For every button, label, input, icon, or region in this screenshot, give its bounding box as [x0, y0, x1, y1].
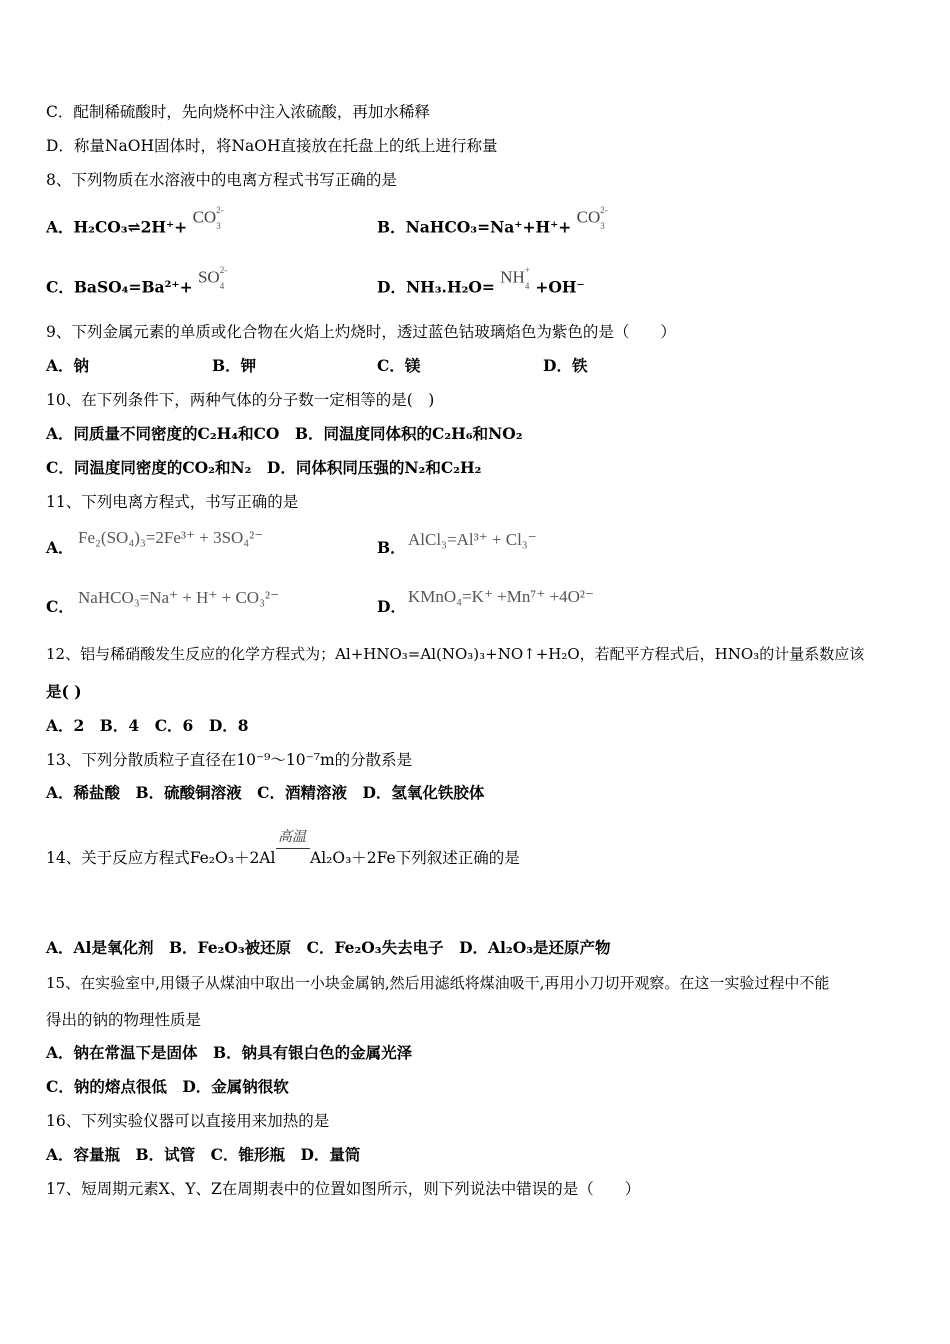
q9-option-d: D．铁	[543, 356, 588, 375]
q16-options: A．容量瓶 B．试管 C．锥形瓶 D．量筒	[46, 1145, 361, 1164]
q10-options-cd: C．同温度同密度的CO₂和N₂ D．同体积同压强的N₂和C₂H₂	[46, 458, 482, 477]
q8-option-a	[46, 205, 224, 241]
question-15-line1: 15、在实验室中,用镊子从煤油中取出一小块金属钠,然后用滤纸将煤油吸干,再用小刀切开观察。在这一实验过程中不能	[46, 974, 830, 992]
ammonium-ion: NH+ $_4$	[500, 265, 530, 291]
q8-option-d-text: D．NH₃.H₂O=	[377, 277, 495, 297]
q9-option-c: C．镁	[377, 356, 421, 375]
question-14-pre: 14、关于反应方程式Fe₂O₃＋2Al	[46, 849, 276, 867]
question-13: 13、下列分散质粒子直径在10⁻⁹～10⁻⁷m的分散系是	[46, 751, 413, 769]
q9-option-b: B．钾	[212, 356, 257, 375]
line-c-dilute: C．配制稀硫酸时，先向烧杯中注入浓硫酸，再加水稀释	[46, 103, 430, 121]
q8-option-c-text: C．BaSO₄=Ba²⁺+	[46, 277, 193, 297]
q11-option-d-formula: KMnO₄=K⁺ +Mn⁷⁺ +4O²⁻	[408, 587, 594, 606]
q8-option-c	[46, 265, 228, 301]
reaction-arrow-line	[276, 848, 310, 849]
q9-option-a: A．钠	[46, 356, 90, 375]
carbonate-ion-b: $CO^{2-}$ $_3$	[576, 205, 608, 231]
question-17: 17、短周期元素X、Y、Z在周期表中的位置如图所示，则下列说法中错误的是（ ）	[46, 1180, 641, 1198]
q10-options-ab: A．同质量不同密度的C₂H₄和CO B．同温度同体积的C₂H₆和NO₂	[46, 424, 523, 443]
q12-options: A．2 B．4 C．6 D．8	[46, 716, 249, 735]
reaction-condition: 高温	[278, 829, 306, 845]
question-14-post: Al₂O₃＋2Fe下列叙述正确的是	[310, 849, 520, 867]
q11-option-a-formula: Fe₂(SO₄)₃=2Fe³⁺ + 3SO₄²⁻	[78, 528, 264, 547]
q11-option-d-label: D．	[377, 597, 406, 616]
question-9: 9、下列金属元素的单质或化合物在火焰上灼烧时，透过蓝色钴玻璃焰色为紫色的是（ ）	[46, 323, 676, 341]
q11-option-c-formula: NaHCO₃=Na⁺ + H⁺ + CO₃²⁻	[78, 588, 280, 607]
q13-options: A．稀盐酸 B．硫酸铜溶液 C．酒精溶液 D．氢氧化铁胶体	[46, 783, 485, 802]
line-d-naoh: D．称量NaOH固体时，将NaOH直接放在托盘上的纸上进行称量	[46, 137, 498, 155]
q11-option-b-label: B．	[377, 538, 406, 557]
question-8: 8、下列物质在水溶液中的电离方程式书写正确的是	[46, 171, 397, 189]
sulfate-ion: $SO^{2-}$ $_4$	[197, 265, 228, 291]
q8-option-a-text: A．H₂CO₃⇌2H⁺+	[46, 217, 188, 237]
q11-option-c-label: C．	[46, 597, 74, 616]
q14-options: A．Al是氧化剂 B．Fe₂O₃被还原 C．Fe₂O₃失去电子 D．Al₂O₃是还原产物	[46, 938, 611, 957]
q8-option-d-post: +OH⁻	[535, 277, 585, 297]
question-12-line1: 12、铝与稀硝酸发生反应的化学方程式为；Al+HNO₃=Al(NO₃)₃+NO↑+H₂O，若配平方程式后，HNO₃的计量系数应该	[46, 645, 865, 663]
q15-options-ab: A．钠在常温下是固体 B．钠具有银白色的金属光泽	[46, 1043, 413, 1062]
q8-option-b-text: B．NaHCO₃=Na⁺+H⁺+	[377, 217, 572, 237]
question-12-line2: 是( )	[46, 682, 82, 701]
question-11: 11、下列电离方程式，书写正确的是	[46, 493, 299, 511]
q15-options-cd: C．钠的熔点很低 D．金属钠很软	[46, 1077, 289, 1096]
q8-option-d	[377, 265, 585, 301]
sulfate-ion-text: SO	[197, 267, 220, 287]
question-15-line2: 得出的钠的物理性质是	[46, 1011, 202, 1029]
carbonate-ion-b-text: CO	[576, 207, 601, 227]
q8-option-b	[377, 205, 608, 241]
ammonium-ion-text: NH	[500, 267, 525, 287]
q11-option-b-formula: AlCl₃=Al³⁺ + Cl₃⁻	[408, 530, 537, 549]
question-16: 16、下列实验仪器可以直接用来加热的是	[46, 1112, 330, 1130]
carbonate-ion-text: CO	[192, 207, 217, 227]
q11-option-a-label: A．	[46, 538, 74, 557]
carbonate-ion: $CO^{2-}$ $_3$	[192, 205, 224, 231]
question-10: 10、在下列条件下，两种气体的分子数一定相等的是( )	[46, 391, 435, 409]
